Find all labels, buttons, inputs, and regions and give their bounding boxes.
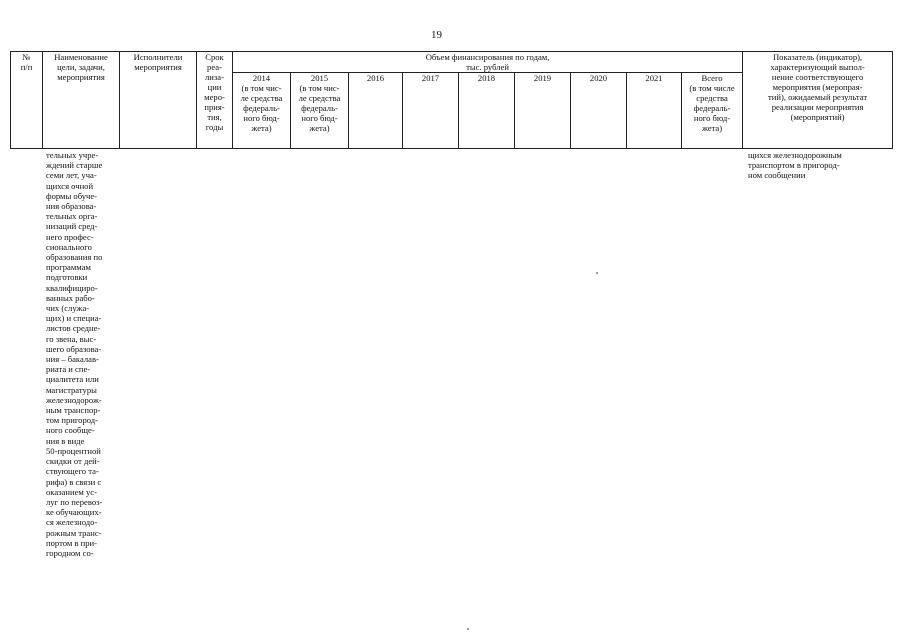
col-header-year-2018: 2018 [459,73,515,149]
col-header-year-2017: 2017 [403,73,459,149]
col-header-number: № п/п [11,52,43,149]
col-header-executors: Исполнители мероприятия [120,52,197,149]
col-header-year-2019: 2019 [515,73,571,149]
goal-description-text: тельных учре- ждений старше семи лет, уча- щихся очной формы обуче- ния образова- тельных орга- низаций сред- него профес- сионального образования по программам подготовки квалифициро- ванных рабо- чих (служа- щих) и специа- листов средне- го звена, выс- шего образова- ния – бакалав- риата и спе- циалитета или магистратуры железнодорож- ным транспор- том пригород- ного сообще- ния в виде 50-процентной скидки от дей- ствующего та- рифа) в связи с оказанием ус- луг по перевоз- ке обучающих- ся железнодо- рожным транс- портом в при- городном со- [46,150,103,558]
col-header-year-2021: 2021 [627,73,682,149]
col-header-total: Всего (в том числе средства федераль- ного бюд- жета) [682,73,743,149]
col-header-year-2015: 2015 (в том чис- ле средства федераль- ного бюд- жета) [291,73,349,149]
col-header-year-2020: 2020 [571,73,627,149]
scan-speck [596,272,598,274]
col-header-year-2016: 2016 [349,73,403,149]
col-header-name: Наименование цели, задачи, мероприятия [43,52,120,149]
page-number: 19 [431,29,442,41]
col-header-financing: Объем финансирования по годам, тыс. рублей [233,52,743,73]
col-header-term: Срок реа- лиза- ции меро- прия- тия, годы [197,52,233,149]
scan-speck [467,628,469,630]
col-header-indicator: Показатель (индикатор), характеризующий выпол- нение соответствующего мероприятия (меропрая- тий), ожидаемый результат реализации мероприятия (мероприятий) [743,52,893,149]
indicator-text: щихся железнодорожным транспортом в пригород- ном сообщении [748,150,842,181]
col-header-year-2014: 2014 (в том чис- ле средства федераль- ного бюд- жета) [233,73,291,149]
financing-table [10,51,893,149]
